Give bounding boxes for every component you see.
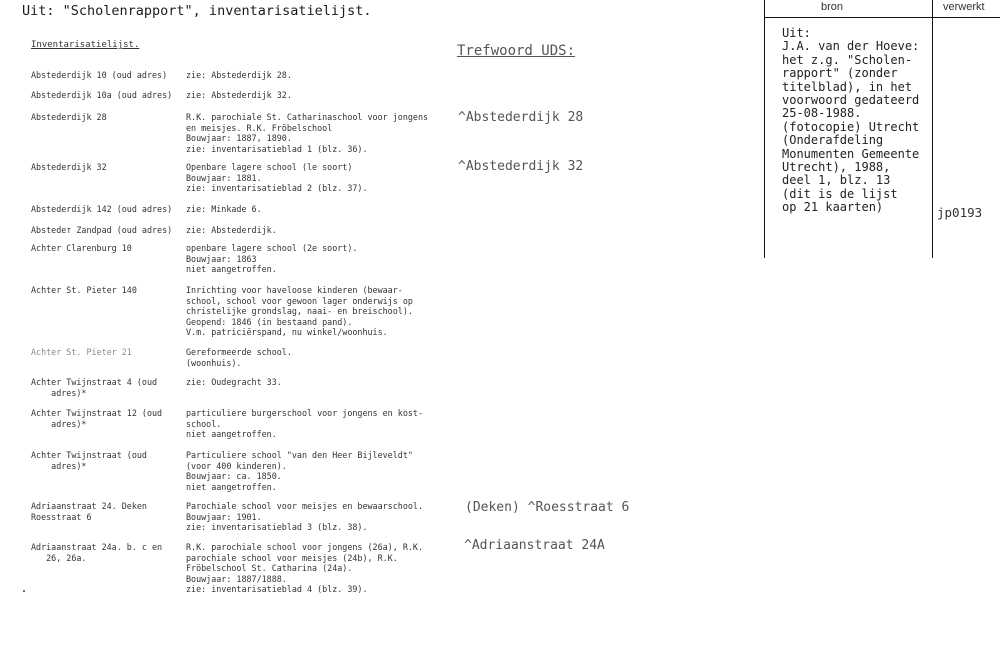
entry-address: Abstederdijk 142 (oud adres)	[31, 204, 173, 214]
entry-address: Adriaanstraat 24. Deken Roesstraat 6	[31, 501, 147, 522]
entry-description: R.K. parochiale school voor jongens (26a), R.K. parochiale school voor meisjes (24b), R.K. Fröbelschool St. Catharina (24a). Bouwjaar: 1887/1888. zie: inventarisatieblad 4 (blz. 39).	[186, 542, 423, 595]
entry-address: Achter St. Pieter 21	[31, 347, 132, 357]
entry-address: Achter Twijnstraat 12 (oud adres)*	[31, 408, 163, 429]
entry-address: Achter St. Pieter 140	[31, 285, 137, 295]
entry-keyword: (Deken) ^Roesstraat 6	[465, 500, 630, 515]
bron-citation: Uit: J.A. van der Hoeve: het z.g. "Scholen- rapport" (zonder titelblad), in het voorwoord gedateerd 25-08-1988. (fotocopie) Utrecht (Onderafdeling Monumenten Gemeente Utrecht), 1988, deel 1, blz. 13 (dit is de lijst op 21 kaarten)	[782, 26, 920, 215]
entry-description: zie: Abstederdijk.	[186, 225, 277, 235]
entry-description: zie: Minkade 6.	[186, 204, 262, 214]
entry-description: zie: Abstederdijk 28.	[186, 70, 292, 80]
entry-address: Abstederdijk 10 (oud adres)	[31, 70, 168, 80]
trefwoord-heading: Trefwoord UDS:	[457, 43, 576, 59]
entry-address: Abstederdijk 10a (oud adres)	[31, 90, 173, 100]
list-subtitle: Inventarisatielijst.	[31, 40, 140, 50]
entry-description: zie: Abstederdijk 32.	[186, 90, 292, 100]
document-title: Uit: "Scholenrapport", inventarisatielijst.	[22, 3, 372, 19]
box-header-rule	[764, 17, 1000, 18]
entry-address: Achter Clarenburg 10	[31, 243, 132, 253]
box-divider-middle	[932, 0, 933, 258]
stray-dot	[23, 590, 25, 592]
entry-description: Particuliere school "van den Heer Bijleveldt" (voor 400 kinderen). Bouwjaar: ca. 1850. niet aangetroffen.	[186, 450, 413, 492]
entry-description: particuliere burgerschool voor jongens en kost- school. niet aangetroffen.	[186, 408, 423, 440]
entry-description: Openbare lagere school (le soort) Bouwjaar: 1881. zie: inventarisatieblad 2 (blz. 37).	[186, 162, 368, 194]
entry-address: Achter Twijnstraat (oud adres)*	[31, 450, 147, 471]
entry-address: Abstederdijk 32	[31, 162, 107, 172]
entry-keyword: ^Adriaanstraat 24A	[464, 538, 605, 553]
verwerkt-code: jp0193	[937, 205, 983, 220]
entry-keyword: ^Abstederdijk 32	[458, 159, 584, 174]
entry-address: Abstederdijk 28	[31, 112, 107, 122]
box-divider-left	[764, 0, 765, 258]
entry-address: Adriaanstraat 24a. b. c en 26, 26a.	[31, 542, 163, 563]
entry-description: zie: Oudegracht 33.	[186, 377, 282, 387]
entry-address: Abstedeт Zandpad (oud adres)	[31, 225, 173, 235]
entry-description: Inrichting voor haveloose kinderen (bewaar- school, school voor gewoon lager onderwijs op christelijke grondslag, naai- en breischool). Geopend: 1846 (in bestaand pand). V.m. patriciërspand, nu winkel/woonhuis.	[186, 285, 413, 338]
entry-keyword: ^Abstederdijk 28	[458, 110, 584, 125]
entry-description: Parochiale school voor meisjes en bewaarschool. Bouwjaar: 1901. zie: inventarisatieblad 3 (blz. 38).	[186, 501, 423, 533]
entry-address: Achter Twijnstraat 4 (oud adres)*	[31, 377, 158, 398]
entry-description: openbare lagere school (2e soort). Bouwjaar: 1863 niet aangetroffen.	[186, 243, 358, 275]
entry-description: Gereformeerde school. (woonhuis).	[186, 347, 292, 368]
bron-header: bron	[821, 1, 844, 13]
verwerkt-header: verwerkt	[943, 1, 985, 13]
entry-description: R.K. parochiale St. Catharinaschool voor jongens en meisjes. R.K. Fröbelschool Bouwjaar: 1887, 1890. zie: inventarisatieblad 1 (blz. 36).	[186, 112, 429, 154]
